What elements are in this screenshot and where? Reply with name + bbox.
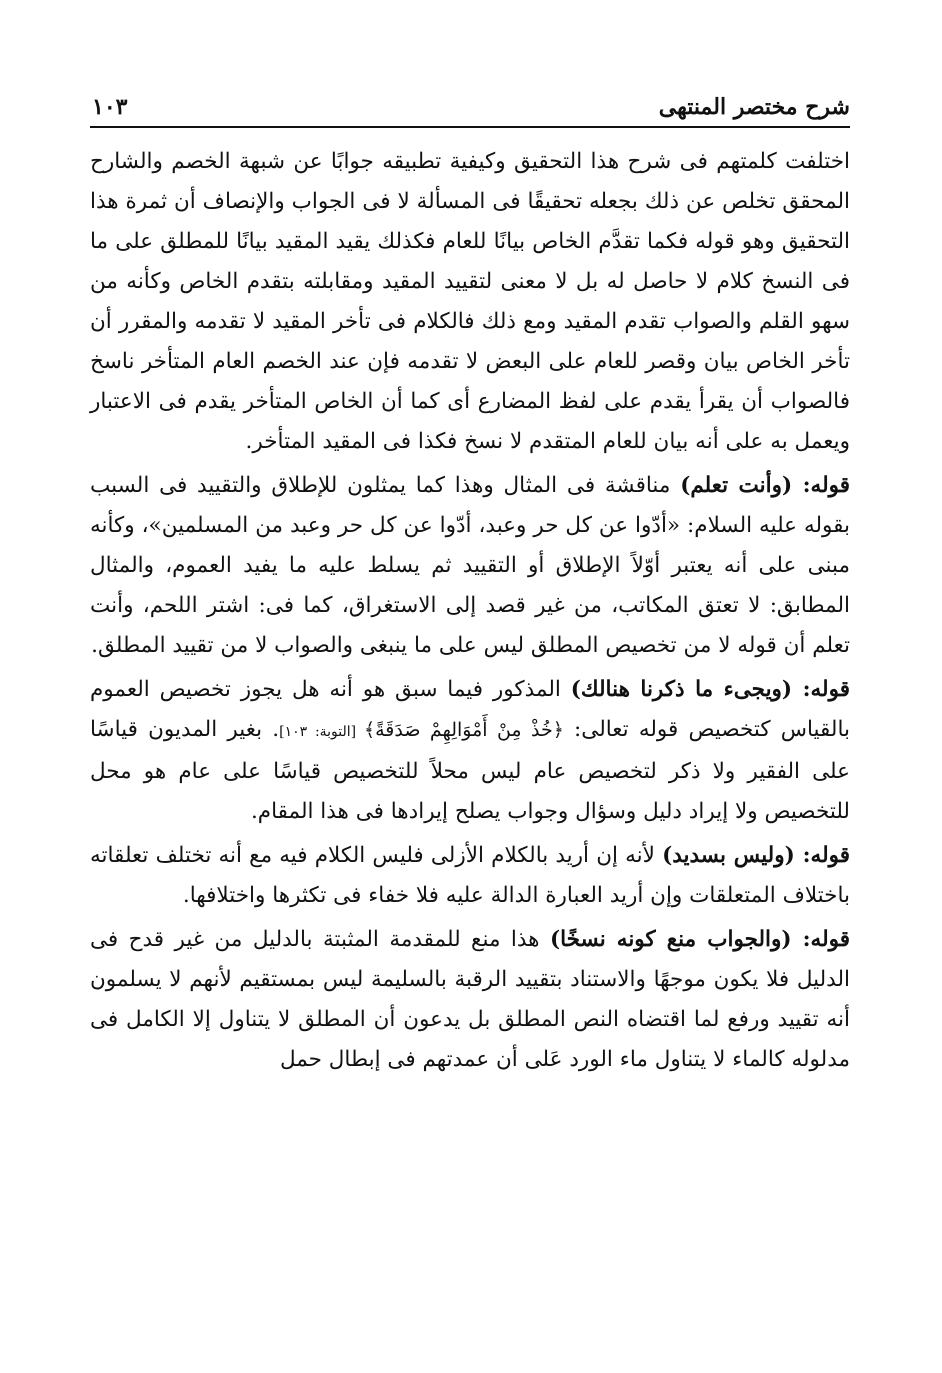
paragraph-lead: قوله: (وليس بسديد): [662, 843, 851, 868]
quran-verse: ﴿خُذْ مِنْ أَمْوَالِهِمْ صَدَقَةً﴾: [363, 719, 564, 741]
paragraph-text: هذا منع للمقدمة المثبتة بالدليل من غير قدح فى الدليل فلا يكون موجهًا والاستناد بتقييد الرقبة بالسليمة ليس بمستقيم لأنهم لا يسلمون أنه تقييد ورفع لما اقتضاه النص المطلق بل يدعون أن المطلق لا يتناول إلا الكامل فى مدلوله كالماء لا يتناول ماء الورد عَلى أن عمدتهم فى إبطال حمل: [90, 927, 850, 1072]
header-divider: [90, 126, 850, 128]
paragraph-text: اختلفت كلمتهم فى شرح هذا التحقيق وكيفية تطبيقه جوابًا عن شبهة الخصم والشارح المحقق تخلص عن ذلك بجعله تحقيقًا فى المسألة لا فى الجواب والإنصاف أن ثمرة هذا التحقيق وهو قوله فكما تقدَّم الخاص بيانًا للعام فكذلك يقيد المقيد بيانًا للمطلق على ما فى النسخ كلام لا حاصل له بل لا معنى لتقييد المقيد ومقابلته بتقدم الخاص وكأنه من سهو القلم والصواب تقدم المقيد ومع ذلك فالكلام فى تأخر المقيد لا تقدمه والمقرر أن تأخر الخاص بيان وقصر للعام على البعض لا تقدمه فإن عند الخصم العام المتأخر ناسخ فالصواب أن يقرأ يقدم على لفظ المضارع أى كما أن الخاص المتأخر يقدم فى الاعتبار ويعمل به على أنه بيان للعام المتقدم لا نسخ فكذا فى المقيد المتأخر.: [90, 149, 851, 454]
body-text: [90, 142, 850, 1080]
paragraph-text: لأنه إن أريد بالكلام الأزلى فليس الكلام فيه مع أنه تختلف تعلقاته باختلاف المتعلقات وإن أريد العبارة الدالة عليه فلا خفاء فى تكثرها واختلافها.: [90, 843, 850, 908]
paragraph-1: [90, 142, 850, 462]
running-header: [90, 92, 850, 128]
paragraph-3: [90, 670, 850, 832]
verse-reference: [التوبة: ١٠٣]: [279, 724, 364, 740]
document-page: [90, 0, 850, 1373]
paragraph-lead: قوله: (وأنت تعلم): [680, 473, 851, 498]
page-number: ١٠٣: [92, 94, 128, 120]
paragraph-2: [90, 466, 850, 666]
running-title: شرح مختصر المنتهى: [658, 94, 850, 120]
paragraph-lead: قوله: (والجواب منع كونه نسخًا): [549, 927, 851, 952]
paragraph-text-continued: . بغير المديون قياسًا على الفقير ولا ذكر لتخصيص عام ليس محلاً للتخصيص قياسًا على عام هو محل للتخصيص ولا إيراد دليل وسؤال وجواب يصلح إيرادها فى هذا المقام.: [90, 717, 850, 824]
paragraph-lead: قوله: (ويجىء ما ذكرنا هنالك): [570, 677, 850, 702]
paragraph-text: مناقشة فى المثال وهذا كما يمثلون للإطلاق والتقييد فى السبب بقوله عليه السلام: «أدّوا عن كل حر وعبد، أدّوا عن كل حر وعبد من المسلمين»، وكأنه مبنى على أنه يعتبر أوّلاً الإطلاق أو التقييد ثم يسلط عليه ما يفيد العموم، والمثال المطابق: لا تعتق المكاتب، من غير قصد إلى الاستغراق، كما فى: اشتر اللحم، وأنت تعلم أن قوله لا من تخصيص المطلق ليس على ما ينبغى والصواب لا من تقييد المطلق.: [90, 473, 850, 658]
paragraph-text: المذكور فيما سبق هو أنه هل يجوز تخصيص العموم بالقياس كتخصيص قوله تعالى:: [90, 677, 850, 742]
paragraph-4: [90, 836, 850, 916]
paragraph-5: [90, 920, 850, 1080]
